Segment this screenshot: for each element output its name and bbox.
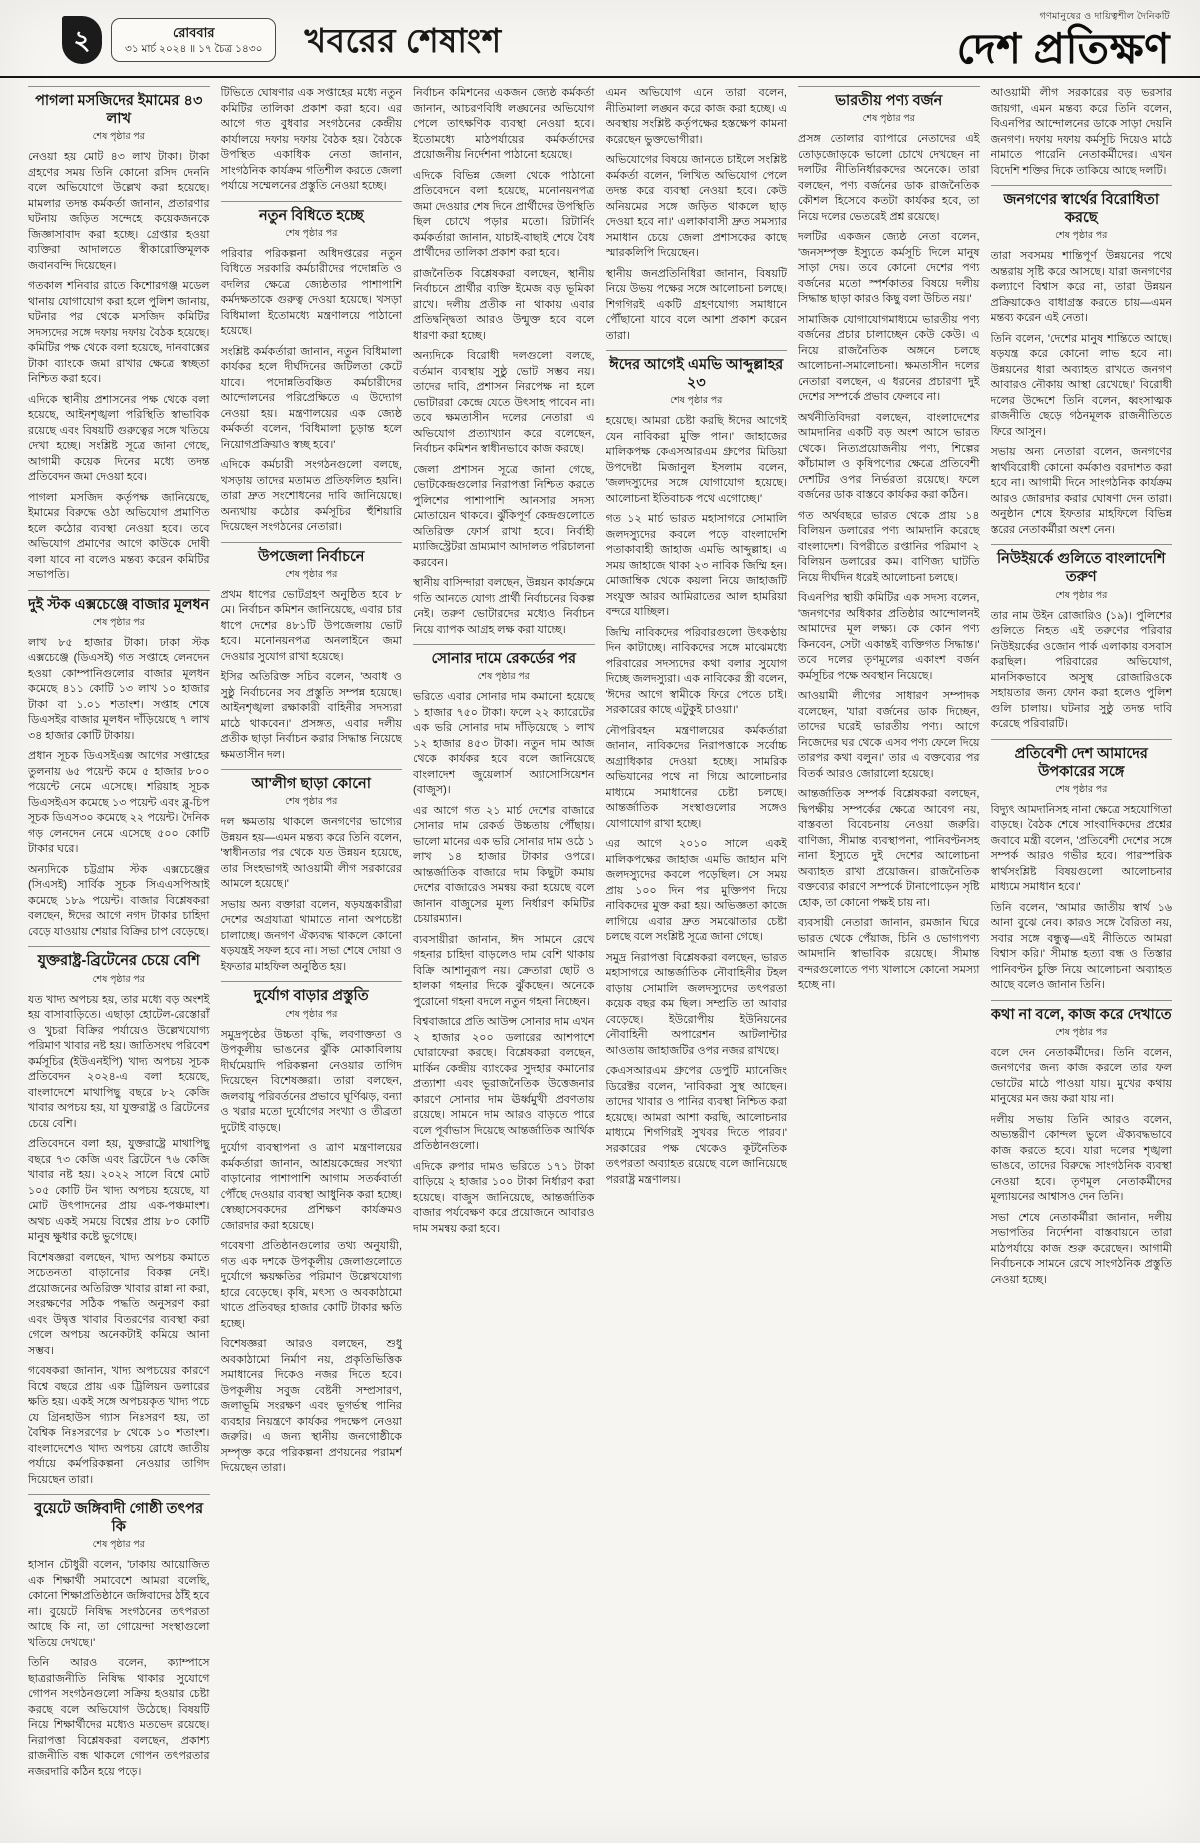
column-2 xyxy=(221,86,403,1827)
article-paragraph: লাখ ৮৫ হাজার টাকা। ঢাকা স্টক এক্সচেঞ্জে (ডিএসই) গত সপ্তাহে লেনদেন হওয়া কোম্পানিগুলোর বাজার মূলধন কমেছে ৪১১ কোটি ১৩ লাখ ১০ হাজার টাকা বা ১.০১ শতাংশ। সপ্তাহ শেষে ডিএসইর বাজার মূলধন দাঁড়িয়েছে ৭ লাখ ৩৪ হাজার কোটি টাকায়। xyxy=(28,636,210,742)
article-paragraph: প্রথম ধাপের ভোটগ্রহণ অনুষ্ঠিত হবে ৮ মে। নির্বাচন কমিশন জানিয়েছে, এবার চার ধাপে দেশের ৪৮১টি উপজেলায় ভোট হবে। মনোনয়নপত্র অনলাইনে জমা দেওয়ার সুযোগ রাখা হয়েছে। xyxy=(220,588,402,663)
article-paragraph: দলীয় সভায় তিনি আরও বলেন, অভ্যন্তরীণ কোন্দল ভুলে ঐক্যবদ্ধভাবে কাজ করতে হবে। যারা দলের শৃঙ্খলা ভাঙবে, তাদের বিরুদ্ধে সাংগঠনিক ব্যবস্থা নেওয়া হবে। তৃণমূল নেতাকর্মীদের মূল্যায়নের আশ্বাসও দেন তিনি। xyxy=(990,1113,1172,1204)
continued-from-label: শেষ পৃষ্ঠার পর xyxy=(92,1539,145,1551)
article-headline: কথা না বলে, কাজ করে দেখাতে xyxy=(990,1006,1172,1023)
article-paragraph: এর আগে ২০১০ সালে একই মালিকপক্ষের জাহাজ এমভি জাহান মণি জলদস্যুদের কবলে পড়েছিল। সে সময় প্রায় ১০০ দিন পর মুক্তিপণ দিয়ে নাবিকদের মুক্ত করা হয়। অভিজ্ঞতা কাজে লাগিয়ে এবার দ্রুত সমঝোতার চেষ্টা চলছে বলে সংশ্লিষ্ট সূত্রে জানা গেছে। xyxy=(605,838,787,944)
date-label: ৩১ মার্চ ২০২৪ ॥ ১৭ চৈত্র ১৪৩০ xyxy=(125,42,263,55)
article-headline: নিউইয়র্কে গুলিতে বাংলাদেশি তরুণ xyxy=(997,551,1166,586)
article xyxy=(28,86,210,584)
article-headline: উপজেলা নির্বাচনে xyxy=(258,548,365,565)
column-1 xyxy=(28,86,210,1827)
article-paragraph: ভরিতে এবার সোনার দাম কমানো হয়েছে ১ হাজার ৭৫০ টাকা। ফলে ২২ ক্যারেটের এক ভরি সোনার দাম দাঁড়িয়েছে ১ লাখ ১২ হাজার ৪৫৩ টাকা। নতুন দাম আজ থেকে কার্যকর হবে বলে জানিয়েছে বাংলাদেশ জুয়েলার্স অ্যাসোসিয়েশন (বাজুস)। xyxy=(413,691,595,797)
article-paragraph: সংশ্লিষ্ট কর্মকর্তারা জানান, নতুন বিধিমালা কার্যকর হলে দীর্ঘদিনের জটিলতা কেটে যাবে। পদোন্নতিবঞ্চিত কর্মচারীদের আন্দোলনের পরিপ্রেক্ষিতে এ উদ্যোগ নেওয়া হয়। মন্ত্রণালয়ের এক জ্যেষ্ঠ কর্মকর্তা বলেন, 'বিধিমালা চূড়ান্ত হলে নিয়োগপ্রক্রিয়াও স্বচ্ছ হবে।' xyxy=(220,345,402,451)
article-paragraph: দলটির একজন জ্যেষ্ঠ নেতা বলেন, 'জনসম্পৃক্ত ইস্যুতে কর্মসূচি দিলে মানুষ সাড়া দেয়। তবে কোনো দেশের পণ্য বর্জনের মতো স্পর্শকাতর বিষয়ে দলীয় সিদ্ধান্ত ছাড়া কারও কিছু বলা উচিত নয়।' xyxy=(798,231,980,306)
article-paragraph: সভায় অন্য নেতারা বলেন, জনগণের স্বার্থবিরোধী কোনো কর্মকাণ্ড বরদাশত করা হবে না। আগামী দিনে সাংগঠনিক কার্যক্রম আরও জোরদার করার ঘোষণা দেন তারা। অনুষ্ঠান শেষে ইফতার মাহফিলে বিভিন্ন স্তরের নেতাকর্মীরা অংশ নেন। xyxy=(990,446,1172,536)
continued-from-label: শেষ পৃষ্ঠার পর xyxy=(1055,1026,1108,1038)
article-paragraph: গতকাল শনিবার রাতে কিশোরগঞ্জ মডেল থানায় যোগাযোগ করা হলে পুলিশ জানায়, ঘটনার পর থেকে মসজিদ কমিটির সদস্যদের সঙ্গে দফায় দফায় বৈঠক হয়েছে। কমিটির পক্ষ থেকে বলা হয়েছে, দানবাক্সের টাকা ব্যাংকে জমা রাখার ক্ষেত্রে স্বচ্ছতা নিশ্চিত করা হবে। xyxy=(28,280,210,386)
article xyxy=(28,590,210,941)
article-headline: দুই স্টক এক্সচেঞ্জে বাজার মূলধন xyxy=(28,596,210,613)
article-headline: সোনার দামে রেকর্ডের পর xyxy=(431,651,577,667)
article-paragraph: পাগলা মসজিদ কর্তৃপক্ষ জানিয়েছে, ইমামের বিরুদ্ধে ওঠা অভিযোগ প্রমাণিত হলে কঠোর ব্যবস্থা নেওয়া হবে। তবে অভিযোগ প্রমাণের আগে কাউকে দোষী বলা যাবে না বলেও মন্তব্য করেন কমিটির সভাপতি। xyxy=(28,491,210,582)
article-continuation xyxy=(221,86,403,195)
date-box xyxy=(111,18,276,62)
article-paragraph: দল ক্ষমতায় থাকলে জনগণের ভাগ্যের উন্নয়ন হয়—এমন মন্তব্য করে তিনি বলেন, 'স্বাধীনতার পর থেকে যত উন্নয়ন হয়েছে, তার সিংহভাগই আওয়ামী লীগ সরকারের আমলে হয়েছে।' xyxy=(220,816,402,891)
article-headline: যুক্তরাষ্ট্র-ব্রিটেনের চেয়ে বেশি xyxy=(37,953,200,970)
article-paragraph: বলে দেন নেতাকর্মীদের। তিনি বলেন, জনগণের জন্য কাজ করলে তার ফল ভোটের মাঠে পাওয়া যায়। মুখের কথায় মানুষের মন জয় করা যায় না। xyxy=(990,1046,1172,1106)
article-headline: জনগণের স্বার্থের বিরোধিতা করছে xyxy=(1003,192,1160,227)
article-paragraph: গবেষকরা জানান, খাদ্য অপচয়ের কারণে বিশ্বে বছরে প্রায় এক ট্রিলিয়ন ডলারের ক্ষতি হয়। একই সঙ্গে অপচয়কৃত খাদ্য পচে যে গ্রিনহাউস গ্যাস নিঃসরণ হয়, তা বৈশ্বিক নিঃসরণের ৮ থেকে ১০ শতাংশ। বাংলাদেশেও খাদ্য অপচয় রোধে জাতীয় পর্যায়ে কর্মপরিকল্পনা নেওয়ার তাগিদ দিয়েছেন তারা। xyxy=(28,1365,210,1486)
continued-from-label: শেষ পৃষ্ঠার পর xyxy=(670,395,723,407)
article-continuation xyxy=(991,86,1173,179)
article-paragraph: সমুদ্রপৃষ্ঠের উচ্চতা বৃদ্ধি, লবণাক্ততা ও উপকূলীয় ভাঙনের ঝুঁকি মোকাবিলায় দীর্ঘমেয়াদি পরিকল্পনা নেওয়ার তাগিদ দিয়েছেন বিশেষজ্ঞরা। তারা বলছেন, জলবায়ু পরিবর্তনের প্রভাবে ঘূর্ণিঝড়, বন্যা ও খরার মতো দুর্যোগের সংখ্যা ও তীব্রতা দুটোই বাড়ছে। xyxy=(220,1028,402,1134)
article xyxy=(991,185,1173,538)
article-paragraph: তারা সবসময় শান্তিপূর্ণ উন্নয়নের পথে অন্তরায় সৃষ্টি করে আসছে। যারা জনগণের কল্যাণে বিশ্বাস করে না, তারা উন্নয়ন প্রক্রিয়াকেও বাধাগ্রস্ত করতে চায়—এমন মন্তব্য করেন এই নেতা। xyxy=(990,250,1172,325)
article-headline: ভারতীয় পণ্য বর্জন xyxy=(835,93,943,109)
article-paragraph: তার নাম উইন রোজারিও (১৯)। পুলিশের গুলিতে নিহত এই তরুণের পরিবার নিউইয়র্কের ওজোন পার্ক এলাকায় বসবাস করছিল। পরিবারের অভিযোগ, মানসিকভাবে অসুস্থ রোজারিওকে সহায়তার জন্য ফোন করা হলেও পুলিশ গুলি চালায়। ঘটনার সুষ্ঠু তদন্ত দাবি করেছে পরিবারটি। xyxy=(990,609,1172,730)
article-paragraph: কেএসআরএম গ্রুপের ডেপুটি ম্যানেজিং ডিরেক্টর বলেন, 'নাবিকরা সুস্থ আছেন। তাদের খাবার ও পানির ব্যবস্থা নিশ্চিত করা হয়েছে। আমরা আশা করছি, আলোচনার মাধ্যমে শিগগিরই সুখবর দিতে পারব।' সরকারের পক্ষ থেকেও কূটনৈতিক তৎপরতা অব্যাহত রয়েছে বলে জানিয়েছে পররাষ্ট্র মন্ত্রণালয়। xyxy=(605,1065,787,1186)
article-paragraph: বিশ্ববাজারে প্রতি আউন্স সোনার দাম এখন ২ হাজার ২০০ ডলারের আশপাশে ঘোরাফেরা করছে। বিশ্লেষকরা বলছেন, মার্কিন কেন্দ্রীয় ব্যাংকের সুদহার কমানোর প্রত্যাশা এবং ভূরাজনৈতিক উত্তেজনার কারণে সোনার দাম ঊর্ধ্বমুখী প্রবণতায় রয়েছে। সামনে দাম আরও বাড়তে পারে বলে পূর্বাভাস দিয়েছে আন্তর্জাতিক আর্থিক প্রতিষ্ঠানগুলো। xyxy=(413,1016,595,1153)
continued-from-label: শেষ পৃষ্ঠার পর xyxy=(92,131,145,143)
article-paragraph: অন্যদিকে চট্টগ্রাম স্টক এক্সচেঞ্জের (সিএসই) সার্বিক সূচক সিএএসপিআই কমেছে ১৮৯ পয়েন্ট। বাজার বিশ্লেষকরা বলছেন, ঈদের আগে নগদ টাকার চাহিদা বেড়ে যাওয়ায় শেয়ার বিক্রির চাপ বেড়েছে। xyxy=(28,863,210,938)
article-paragraph: রাজনৈতিক বিশ্লেষকরা বলছেন, স্থানীয় নির্বাচনে প্রার্থীর ব্যক্তি ইমেজ বড় ভূমিকা রাখে। দলীয় প্রতীক না থাকায় এবার প্রতিদ্বন্দ্বিতা আরও উন্মুক্ত হবে বলে ধারণা করা হচ্ছে। xyxy=(413,267,595,342)
article-paragraph: গবেষণা প্রতিষ্ঠানগুলোর তথ্য অনুযায়ী, গত এক দশকে উপকূলীয় জেলাগুলোতে দুর্যোগে ক্ষয়ক্ষতির পরিমাণ উল্লেখযোগ্য হারে বেড়েছে। কৃষি, মৎস্য ও অবকাঠামো খাতে প্রতিবছর হাজার কোটি টাকার ক্ষতি হচ্ছে। xyxy=(220,1240,402,1330)
article-paragraph: বিশেষজ্ঞরা বলছেন, খাদ্য অপচয় কমাতে সচেতনতা বাড়ানোর বিকল্প নেই। প্রয়োজনের অতিরিক্ত খাবার রান্না না করা, সংরক্ষণের সঠিক পদ্ধতি অনুসরণ করা এবং উদ্বৃত্ত খাবার বিতরণের ব্যবস্থা করা গেলে অপচয় অনেকটাই কমিয়ে আনা সম্ভব। xyxy=(28,1251,210,1357)
article-paragraph: টিভিতে ঘোষণার এক সপ্তাহের মধ্যে নতুন কমিটির তালিকা প্রকাশ করা হবে। এর আগে গত বুধবার সংগঠনের কেন্দ্রীয় কার্যালয়ে দফায় দফায় বৈঠক হয়। বৈঠকে উপস্থিত একাধিক নেতা জানান, সাংগঠনিক কার্যক্রম গতিশীল করতে জেলা পর্যায়ে সম্মেলনের প্রস্তুতি নেওয়া হচ্ছে। xyxy=(220,87,402,192)
article-paragraph: প্রতিবেদনে বলা হয়, যুক্তরাষ্ট্রে মাথাপিছু বছরে ৭৩ কেজি এবং ব্রিটেনে ৭৬ কেজি খাবার নষ্ট হয়। ২০২২ সালে বিশ্বে মোট ১০৫ কোটি টন খাদ্য অপচয় হয়েছে, যা মোট উৎপাদনের প্রায় এক-পঞ্চমাংশ। অথচ একই সময়ে বিশ্বের প্রায় ৮০ কোটি মানুষ ক্ষুধার কষ্টে ভুগেছে। xyxy=(28,1138,210,1243)
continued-from-label: শেষ পৃষ্ঠার পর xyxy=(285,227,338,239)
page-header xyxy=(0,0,1200,78)
continued-from-label: শেষ পৃষ্ঠার পর xyxy=(1055,230,1108,242)
article-paragraph: জেলা প্রশাসন সূত্রে জানা গেছে, ভোটকেন্দ্রগুলোর নিরাপত্তা নিশ্চিত করতে পুলিশের পাশাপাশি আনসার সদস্য মোতায়েন থাকবে। ঝুঁকিপূর্ণ কেন্দ্রগুলোতে অতিরিক্ত ফোর্স রাখা হবে। নির্বাহী ম্যাজিস্ট্রেটরা ভ্রাম্যমাণ আদালত পরিচালনা করবেন। xyxy=(413,463,595,569)
column-4 xyxy=(606,86,788,1827)
article-paragraph: সভায় অন্য বক্তারা বলেন, ষড়যন্ত্রকারীরা দেশের অগ্রযাত্রা থামাতে নানা অপচেষ্টা চালাচ্ছে। জনগণ ঐক্যবদ্ধ থাকলে কোনো ষড়যন্ত্রই সফল হবে না। সভা শেষে দোয়া ও ইফতার মাহফিল অনুষ্ঠিত হয়। xyxy=(220,898,402,973)
article-paragraph: সভা শেষে নেতাকর্মীরা জানান, দলীয় সভাপতির নির্দেশনা বাস্তবায়নে তারা মাঠপর্যায়ে কাজ শুরু করেছেন। আগামী নির্বাচনকে সামনে রেখে সাংগঠনিক প্রস্তুতি নেওয়া হচ্ছে। xyxy=(990,1211,1172,1286)
article-paragraph: সমুদ্র নিরাপত্তা বিশ্লেষকরা বলছেন, ভারত মহাসাগরে আন্তর্জাতিক নৌবাহিনীর টহল বাড়ায় সোমালি জলদস্যুদের তৎপরতা কয়েক বছর কম ছিল। সম্প্রতি তা আবার বেড়েছে। ইউরোপীয় ইউনিয়নের নৌবাহিনী অপারেশন আটলান্টার আওতায় জাহাজটির ওপর নজর রাখছে। xyxy=(605,951,787,1057)
article-paragraph: তিনি বলেন, 'দেশের মানুষ শান্তিতে আছে। ষড়যন্ত্র করে কোনো লাভ হবে না। উন্নয়নের ধারা অব্যাহত রাখতে জনগণ আবারও নৌকায় আস্থা রেখেছে।' বিরোধী দলের উদ্দেশে তিনি বলেন, ধ্বংসাত্মক রাজনীতি ছেড়ে গঠনমূলক রাজনীতিতে ফিরে আসুন। xyxy=(990,332,1172,438)
article-paragraph: তিনি আরও বলেন, ক্যাম্পাসে ছাত্ররাজনীতি নিষিদ্ধ থাকার সুযোগে গোপন সংগঠনগুলো সক্রিয় হওয়ার চেষ্টা করছে বলে অভিযোগ উঠেছে। বিষয়টি নিয়ে শিক্ষার্থীদের মধ্যেও মতভেদ রয়েছে। নিরাপত্তা বিশ্লেষকরা বলছেন, প্রকাশ্য রাজনীতি বন্ধ থাকলে গোপন তৎপরতার নজরদারি কঠিন হয়ে পড়ে। xyxy=(28,1657,210,1778)
article-paragraph: অভিযোগের বিষয়ে জানতে চাইলে সংশ্লিষ্ট কর্মকর্তা বলেন, 'লিখিত অভিযোগ পেলে তদন্ত করে ব্যবস্থা নেওয়া হবে। কেউ অনিয়মের সঙ্গে জড়িত থাকলে ছাড় দেওয়া হবে না।' এলাকাবাসী দ্রুত সমস্যার সমাধান চেয়ে জেলা প্রশাসকের কাছে স্মারকলিপি দিয়েছেন। xyxy=(605,154,787,259)
article xyxy=(28,1494,210,1780)
article-paragraph: হয়েছে। আমরা চেষ্টা করছি ঈদের আগেই যেন নাবিকরা মুক্তি পান।' জাহাজের মালিকপক্ষ কেএসআরএম গ্রুপের মিডিয়া উপদেষ্টা মিজানুল ইসলাম বলেন, 'জলদস্যুদের সঙ্গে যোগাযোগ হয়েছে। আলোচনা ইতিবাচক পথে এগোচ্ছে।' xyxy=(605,415,787,505)
article-paragraph: এর আগে গত ২১ মার্চ দেশের বাজারে সোনার দাম রেকর্ড উচ্চতায় পৌঁছায়। ভালো মানের এক ভরি সোনার দাম ওঠে ১ লাখ ১৪ হাজার টাকার ওপরে। আন্তর্জাতিক বাজারে দাম কিছুটা কমায় দেশের বাজারেও সমন্বয় করা হয়েছে বলে জানান বাজুসের মূল্য নির্ধারণ কমিটির চেয়ারম্যান। xyxy=(413,804,595,926)
continued-from-label: শেষ পৃষ্ঠার পর xyxy=(477,671,530,683)
article-paragraph: প্রসঙ্গ তোলার ব্যাপারে নেতাদের এই তোড়জোড়কে ভালো চোখে দেখছেন না দলটির নীতিনির্ধারকদের অনেকে। তারা বলছেন, পণ্য বর্জনের ডাক রাজনৈতিক কৌশল হিসেবে কতটা কার্যকর হবে, তা নিয়ে দলের ভেতরেই প্রশ্ন রয়েছে। xyxy=(798,133,980,223)
article-paragraph: বিদ্যুৎ আমদানিসহ নানা ক্ষেত্রে সহযোগিতা বাড়ছে। বৈঠক শেষে সাংবাদিকদের প্রশ্নের জবাবে মন্ত্রী বলেন, 'প্রতিবেশী দেশের সঙ্গে সম্পর্ক আরও গভীর হবে। পারস্পরিক স্বার্থসংশ্লিষ্ট বিষয়গুলো আলোচনার মাধ্যমে সমাধান হবে।' xyxy=(990,803,1172,894)
article-paragraph: ইসির অতিরিক্ত সচিব বলেন, 'অবাধ ও সুষ্ঠু নির্বাচনের সব প্রস্তুতি সম্পন্ন হয়েছে। আইনশৃঙ্খলা রক্ষাকারী বাহিনীর সদস্যরা মাঠে থাকবেন।' প্রসঙ্গত, এবার দলীয় প্রতীক ছাড়া নির্বাচন করার সিদ্ধান্ত নিয়েছে ক্ষমতাসীন দল। xyxy=(220,671,402,761)
masthead-block xyxy=(957,10,1170,70)
masthead-tagline: গণমানুষের ও দায়িত্বশীল দৈনিকটি xyxy=(1039,11,1170,22)
article-paragraph: আওয়ামী লীগের সাধারণ সম্পাদক বলেছেন, 'যারা বর্জনের ডাক দিচ্ছেন, তাদের ঘরেই ভারতীয় পণ্য। আগে নিজেদের ঘর থেকে এসব পণ্য ফেলে দিয়ে তারপর কথা বলুন।' তার এ বক্তব্যের পর বিতর্ক আরও জোরালো হয়েছে। xyxy=(798,690,980,780)
article xyxy=(991,1000,1173,1289)
continued-from-label: শেষ পৃষ্ঠার পর xyxy=(1055,589,1108,601)
column-3 xyxy=(413,86,595,1827)
article-paragraph: নৌপরিবহন মন্ত্রণালয়ের কর্মকর্তারা জানান, নাবিকদের নিরাপত্তাকে সর্বোচ্চ অগ্রাধিকার দেওয়া হচ্ছে। সামরিক অভিযানের পথে না গিয়ে আলোচনার মাধ্যমে সমাধানের চেষ্টা চলছে। আন্তর্জাতিক সংস্থাগুলোর সঙ্গেও যোগাযোগ রাখা হচ্ছে। xyxy=(605,724,787,830)
page-number-badge xyxy=(62,16,102,64)
day-label: রোববার xyxy=(172,25,215,41)
continued-from-label: শেষ পৃষ্ঠার পর xyxy=(1055,783,1108,795)
article-paragraph: গত ১২ মার্চ ভারত মহাসাগরে সোমালি জলদস্যুদের কবলে পড়ে বাংলাদেশি পতাকাবাহী জাহাজ এমভি আব্দুল্লাহ। এ সময় জাহাজে থাকা ২৩ নাবিক জিম্মি হন। মোজাম্বিক থেকে কয়লা নিয়ে জাহাজটি সংযুক্ত আরব আমিরাতের আল হামরিয়া বন্দরে যাচ্ছিল। xyxy=(605,513,787,619)
article xyxy=(221,542,403,764)
article-paragraph: ব্যবসায়ী নেতারা জানান, রমজান ঘিরে ভারত থেকে পেঁয়াজ, চিনি ও ভোগ্যপণ্য আমদানি স্বাভাবিক রয়েছে। সীমান্ত বন্দরগুলোতে পণ্য খালাসে কোনো সমস্যা হচ্ছে না। xyxy=(798,917,980,992)
article xyxy=(221,769,403,975)
article-continuation xyxy=(413,86,595,638)
article-paragraph: সামাজিক যোগাযোগমাধ্যমে ভারতীয় পণ্য বর্জনের প্রচার চালাচ্ছেন কেউ কেউ। এ নিয়ে রাজনৈতিক অঙ্গনে চলছে আলোচনা-সমালোচনা। ক্ষমতাসীন দলের নেতারা বলছেন, এ ধরনের প্রচারণা দুই দেশের সম্পর্কে প্রভাব ফেলবে না। xyxy=(798,313,980,404)
column-5 xyxy=(798,86,980,1827)
article-paragraph: অন্যদিকে বিরোধী দলগুলো বলছে, বর্তমান ব্যবস্থায় সুষ্ঠু ভোট সম্ভব নয়। তাদের দাবি, প্রশাসন নিরপেক্ষ না হলে ভোটাররা কেন্দ্রে যেতে উৎসাহ পাবেন না। তবে ক্ষমতাসীন দলের নেতারা এ অভিযোগ প্রত্যাখ্যান করে বলেছেন, নির্বাচন কমিশন স্বাধীনভাবে কাজ করছে। xyxy=(413,350,595,455)
article-paragraph: স্থানীয় জনপ্রতিনিধিরা জানান, বিষয়টি নিয়ে উভয় পক্ষের সঙ্গে আলোচনা চলছে। শিগগিরই একটি গ্রহণযোগ্য সমাধানে পৌঁছানো যাবে বলে আশা প্রকাশ করেন তারা। xyxy=(605,267,787,342)
article xyxy=(606,350,788,1188)
article-paragraph: তিনি বলেন, 'আমার জাতীয় স্বার্থ ১৬ আনা বুঝে নেব। কারও সঙ্গে বৈরিতা নয়, সবার সঙ্গে বন্ধুত্ব—এই নীতিতে আমরা বিশ্বাস করি।' সীমান্ত হত্যা বন্ধ ও তিস্তার পানিবণ্টন চুক্তি নিয়ে আলোচনা অব্যাহত আছে বলেও জানান তিনি। xyxy=(990,901,1172,992)
article-headline: প্রতিবেশী দেশ আমাদের উপকারের সঙ্গে xyxy=(1014,745,1148,780)
article-paragraph: যত খাদ্য অপচয় হয়, তার মধ্যে বড় অংশই হয় বাসাবাড়িতে। এছাড়া হোটেল-রেস্তোরাঁ ও খুচরা বিক্রির পর্যায়েও উল্লেখযোগ্য পরিমাণ খাবার নষ্ট হয়। জাতিসংঘ পরিবেশ কর্মসূচির (ইউএনইপি) খাদ্য অপচয় সূচক প্রতিবেদন ২০২৪-এ বলা হয়েছে, বাংলাদেশে মাথাপিছু বছরে ৮২ কেজি খাবার অপচয় হয়, যা যুক্তরাষ্ট্র ও ব্রিটেনের চেয়ে বেশি। xyxy=(28,993,210,1130)
article-paragraph: স্থানীয় বাসিন্দারা বলছেন, উন্নয়ন কার্যক্রমে গতি আনতে যোগ্য প্রার্থী নির্বাচনের বিকল্প নেই। তরুণ ভোটারদের মধ্যেও নির্বাচন নিয়ে ব্যাপক আগ্রহ লক্ষ করা যাচ্ছে। xyxy=(413,577,595,636)
article-headline: পাগলা মসজিদের ইমামের ৪৩ লাখ xyxy=(35,93,203,128)
continued-from-label: শেষ পৃষ্ঠার পর xyxy=(862,113,915,125)
article-paragraph: এমন অভিযোগ এনে তারা বলেন, নীতিমালা লঙ্ঘন করে কাজ করা হচ্ছে। এ অবস্থায় সংশ্লিষ্ট কর্তৃপক্ষের হস্তক্ষেপ কামনা করেছেন ভুক্তভোগীরা। xyxy=(605,87,787,146)
article-paragraph: দুর্যোগ ব্যবস্থাপনা ও ত্রাণ মন্ত্রণালয়ের কর্মকর্তারা জানান, আশ্রয়কেন্দ্রের সংখ্যা বাড়ানোর পাশাপাশি আগাম সতর্কবার্তা পৌঁছে দেওয়ার ব্যবস্থা আধুনিক করা হচ্ছে। স্বেচ্ছাসেবকদের প্রশিক্ষণ কার্যক্রমও জোরদার করা হয়েছে। xyxy=(220,1142,402,1232)
article xyxy=(991,544,1173,732)
section-title: খবরের শেষাংশ xyxy=(304,21,502,59)
article-continuation xyxy=(606,86,788,344)
article-paragraph: জিম্মি নাবিকদের পরিবারগুলো উৎকণ্ঠায় দিন কাটাচ্ছে। নাবিকদের সঙ্গে মাঝেমধ্যে পরিবারের সদস্যদের কথা বলার সুযোগ দিচ্ছে জলদস্যুরা। এক নাবিকের স্ত্রী বলেন, 'ঈদের আগে স্বামীকে ফিরে পেতে চাই। সরকারের কাছে এটুকুই চাওয়া।' xyxy=(605,626,787,717)
article-paragraph: আওয়ামী লীগ সরকারের বড় ভরসার জায়গা, এমন মন্তব্য করে তিনি বলেন, বিএনপির আন্দোলনের ডাকে সাড়া দেয়নি জনগণ। দফায় দফায় কর্মসূচি দিয়েও মাঠে নামাতে পারেনি নেতাকর্মীদের। এখন বিদেশি শক্তির দিকে তাকিয়ে আছে দলটি। xyxy=(990,87,1172,177)
article-headline: দুর্যোগ বাড়ার প্রস্তুতি xyxy=(253,988,369,1005)
article xyxy=(221,201,403,536)
column-6 xyxy=(991,86,1173,1827)
article-paragraph: এদিকে কর্মচারী সংগঠনগুলো বলছে, খসড়ায় তাদের মতামত প্রতিফলিত হয়নি। তারা দ্রুত সংশোধনের দাবি জানিয়েছে। অন্যথায় কঠোর কর্মসূচির হুঁশিয়ারি দিয়েছেন সংগঠনের নেতারা। xyxy=(220,459,402,534)
article-headline: নতুন বিধিতে হচ্ছে xyxy=(258,207,364,224)
continued-from-label: শেষ পৃষ্ঠার পর xyxy=(92,616,145,628)
date-badge xyxy=(62,16,276,64)
page-number: ২ xyxy=(73,25,91,55)
article-paragraph: ব্যবসায়ীরা জানান, ঈদ সামনে রেখে গহনার চাহিদা বাড়লেও দাম বেশি থাকায় বিক্রি আশানুরূপ নয়। ক্রেতারা ছোট ও হালকা গহনার দিকে ঝুঁকছেন। অনেকে পুরোনো গহনা বদলে নতুন গহনা নিচ্ছেন। xyxy=(413,933,595,1008)
article xyxy=(798,86,980,994)
article-headline: ঈদের আগেই এমভি আব্দুল্লাহর ২৩ xyxy=(609,357,784,392)
article-headline: আ'লীগ ছাড়া কোনো xyxy=(251,776,371,793)
article-paragraph: প্রধান সূচক ডিএসইএক্স আগের সপ্তাহের তুলনায় ৬৫ পয়েন্ট কমে ৫ হাজার ৮০০ পয়েন্টে নেমে এসেছে। শরিয়াহ সূচক ডিএসইএস কমেছে ১৩ পয়েন্ট এবং ব্লু-চিপ সূচক ডিএস৩০ কমেছে ২২ পয়েন্ট। দৈনিক গড় লেনদেন নেমে এসেছে ৫০০ কোটি টাকার ঘরে। xyxy=(28,750,210,856)
article xyxy=(413,644,595,1237)
masthead-title: দেশ প্রতিক্ষণ xyxy=(956,25,1170,72)
article-paragraph: হাসান চৌধুরী বলেন, 'ঢাকায় আয়োজিত এক শিক্ষার্থী সমাবেশে আমরা বলেছি, কোনো শিক্ষাপ্রতিষ্ঠানে জঙ্গিবাদের ঠাঁই হবে না। বুয়েটে নিষিদ্ধ সংগঠনের তৎপরতা আছে কি না, তা গোয়েন্দা সংস্থাগুলো খতিয়ে দেখছে।' xyxy=(28,1559,210,1649)
article-paragraph: নেওয়া হয় মোট ৪৩ লাখ টাকা। টাকা গ্রহণের সময় তিনি কোনো রসিদ দেননি বলে অভিযোগে উল্লেখ করা হয়েছে। মামলার তদন্ত কর্মকর্তা জানান, প্রতারণার ঘটনায় জড়িত সন্দেহে কয়েকজনকে জিজ্ঞাসাবাদ করা হচ্ছে। গ্রেপ্তার হওয়া ব্যক্তিরা আদালতে স্বীকারোক্তিমূলক জবানবন্দি দিয়েছেন। xyxy=(28,151,210,272)
continued-from-label: শেষ পৃষ্ঠার পর xyxy=(285,796,338,808)
continued-from-label: শেষ পৃষ্ঠার পর xyxy=(285,1008,338,1020)
article xyxy=(221,981,403,1476)
article-paragraph: এদিকে রুপার দামও ভরিতে ১৭১ টাকা বাড়িয়ে ২ হাজার ১০০ টাকা নির্ধারণ করা হয়েছে। বাজুস জানিয়েছে, আন্তর্জাতিক বাজার পর্যবেক্ষণ করে প্রয়োজনে আবারও দাম সমন্বয় করা হবে। xyxy=(413,1160,595,1235)
article xyxy=(991,739,1173,994)
continued-from-label: শেষ পৃষ্ঠার পর xyxy=(285,568,338,580)
article-headline: বুয়েটে জঙ্গিবাদী গোষ্ঠী তৎপর কি xyxy=(34,1501,204,1536)
article-paragraph: আন্তর্জাতিক সম্পর্ক বিশ্লেষকরা বলছেন, দ্বিপক্ষীয় সম্পর্কের ক্ষেত্রে আবেগ নয়, বাস্তবতা বিবেচনায় নেওয়া জরুরি। বাণিজ্য, সীমান্ত ব্যবস্থাপনা, পানিবণ্টনসহ নানা ইস্যুতে দুই দেশের আলোচনা অব্যাহত রাখা প্রয়োজন। রাজনৈতিক বক্তব্যের কারণে সম্পর্কে টানাপোড়েন সৃষ্টি হোক, তা কোনো পক্ষই চায় না। xyxy=(798,788,980,909)
article-paragraph: এদিকে স্থানীয় প্রশাসনের পক্ষ থেকে বলা হয়েছে, আইনশৃঙ্খলা পরিস্থিতি স্বাভাবিক রয়েছে এবং বিষয়টি গুরুত্বের সঙ্গে খতিয়ে দেখা হচ্ছে। সংশ্লিষ্ট সূত্রে জানা গেছে, আগামী কয়েক দিনের মধ্যে তদন্ত প্রতিবেদন জমা দেওয়া হবে। xyxy=(28,393,210,484)
article-paragraph: এদিকে বিভিন্ন জেলা থেকে পাঠানো প্রতিবেদনে বলা হয়েছে, মনোনয়নপত্র জমা দেওয়ার শেষ দিনে প্রার্থীদের উপস্থিতি ছিল চোখে পড়ার মতো। রিটার্নিং কর্মকর্তারা জানান, যাচাই-বাছাই শেষে বৈধ প্রার্থীদের তালিকা প্রকাশ করা হবে। xyxy=(413,169,595,259)
article-paragraph: বিশেষজ্ঞরা আরও বলছেন, শুধু অবকাঠামো নির্মাণ নয়, প্রকৃতিভিত্তিক সমাধানের দিকেও নজর দিতে হবে। উপকূলীয় সবুজ বেষ্টনী সম্প্রসারণ, জলাভূমি সংরক্ষণ এবং ভূগর্ভস্থ পানির ব্যবহার নিয়ন্ত্রণে কার্যকর পদক্ষেপ নেওয়া জরুরি। এ জন্য স্থানীয় জনগোষ্ঠীকে সম্পৃক্ত করে পরিকল্পনা প্রণয়নের পরামর্শ দিয়েছেন তারা। xyxy=(220,1338,402,1474)
article-paragraph: পরিবার পরিকল্পনা অধিদপ্তরের নতুন বিধিতে সরকারি কর্মচারীদের পদোন্নতি ও বদলির ক্ষেত্রে জ্যেষ্ঠতার পাশাপাশি কর্মদক্ষতাকে গুরুত্ব দেওয়া হয়েছে। খসড়া বিধিমালা ইতোমধ্যে মন্ত্রণালয়ে পাঠানো হয়েছে। xyxy=(220,247,402,338)
article-paragraph: বিএনপির স্থায়ী কমিটির এক সদস্য বলেন, 'জনগণের অধিকার প্রতিষ্ঠার আন্দোলনই আমাদের মূল লক্ষ্য। কে কোন পণ্য কিনবেন, সেটা একান্তই ব্যক্তিগত সিদ্ধান্ত।' তবে দলের তৃণমূলের একাংশ বর্জন কর্মসূচির পক্ষে অবস্থান নিয়েছে। xyxy=(798,592,980,682)
article-paragraph: নির্বাচন কমিশনের একজন জ্যেষ্ঠ কর্মকর্তা জানান, আচরণবিধি লঙ্ঘনের অভিযোগ পেলে তাৎক্ষণিক ব্যবস্থা নেওয়া হবে। ইতোমধ্যে মাঠপর্যায়ের কর্মকর্তাদের প্রয়োজনীয় নির্দেশনা পাঠানো হয়েছে। xyxy=(413,87,595,161)
columns xyxy=(0,78,1200,1827)
article xyxy=(28,946,210,1488)
article-paragraph: গত অর্থবছরে ভারত থেকে প্রায় ১৪ বিলিয়ন ডলারের পণ্য আমদানি করেছে বাংলাদেশ। বিপরীতে রপ্তানির পরিমাণ ২ বিলিয়ন ডলারের কম। বাণিজ্য ঘাটতি নিয়ে দীর্ঘদিন ধরেই আলোচনা চলছে। xyxy=(798,509,980,584)
article-paragraph: অর্থনীতিবিদরা বলছেন, বাংলাদেশের আমদানির একটি বড় অংশ আসে ভারত থেকে। নিত্যপ্রয়োজনীয় পণ্য, শিল্পের কাঁচামাল ও কৃষিপণ্যের ক্ষেত্রে প্রতিবেশী দেশটির ওপর নির্ভরতা রয়েছে। ফলে বর্জনের ডাক বাস্তবে কার্যকর করা কঠিন। xyxy=(798,411,980,502)
continued-from-label: শেষ পৃষ্ঠার পর xyxy=(92,973,145,985)
